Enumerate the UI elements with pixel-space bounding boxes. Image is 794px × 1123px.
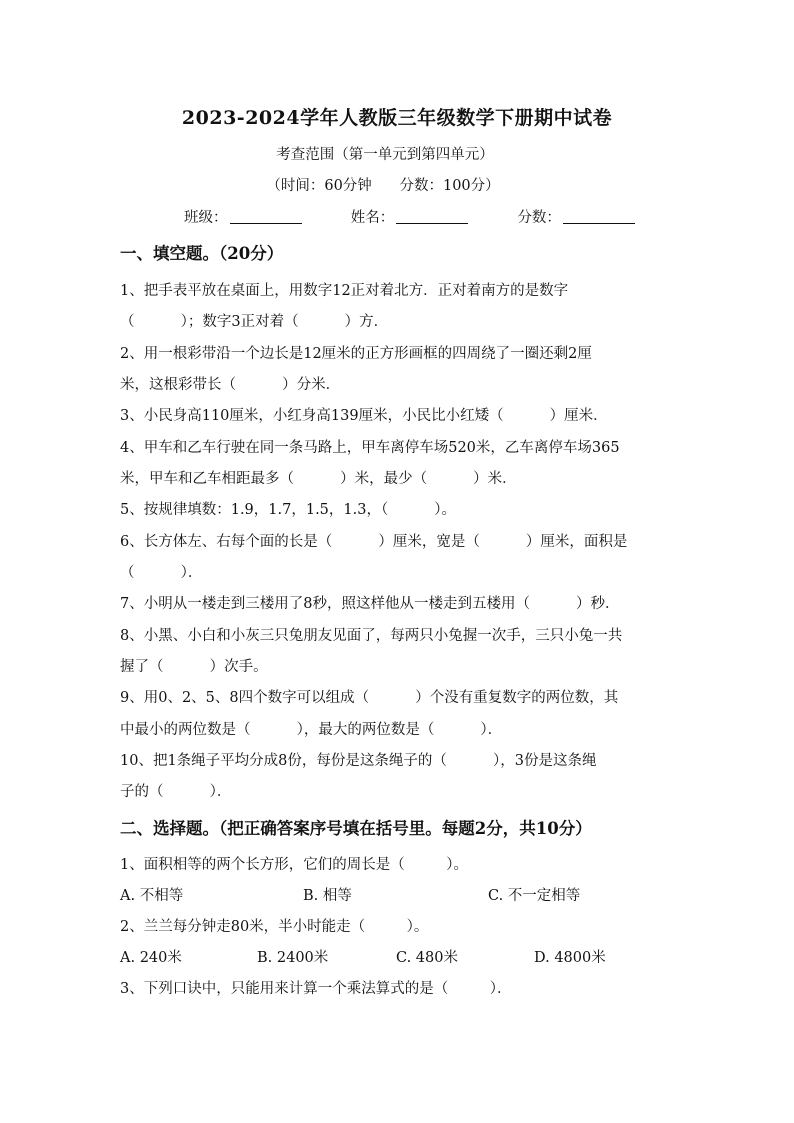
name-label: 姓名： [350, 210, 395, 226]
class-label: 班级： [184, 210, 228, 226]
page-title: 2023-2024学年人教版三年级数学下册期中试卷 [181, 107, 613, 129]
name-blank [396, 209, 468, 224]
class-blank [230, 209, 302, 224]
exam-time-score: （时间：60分钟 分数：100分） [266, 178, 500, 194]
option-c: C. 480米 [396, 950, 458, 966]
option-a: A. 240米 [120, 950, 182, 966]
student-info-row [184, 206, 624, 227]
question-line: 米，这根彩带长（ ）分米． [120, 377, 341, 393]
section-1-heading: 一、填空题。（20分） [120, 244, 284, 263]
option-b: B. 相等 [303, 888, 352, 904]
question-line: 中最小的两位数是（ ），最大的两位数是（ ）． [120, 722, 503, 738]
score-label: 分数： [517, 210, 561, 226]
question-line: 8、小黑、小白和小灰三只兔朋友见面了，每两只小兔握一次手，三只小兔一共 [120, 628, 623, 644]
question-line: 1、把手表平放在桌面上，用数字12正对着北方．正对着南方的是数字 [120, 283, 569, 299]
question-line: 子的（ ）． [120, 784, 232, 800]
question-line: 4、甲车和乙车行驶在同一条马路上，甲车离停车场520米，乙车离停车场365 [120, 440, 620, 456]
option-d: D. 4800米 [534, 950, 606, 966]
exam-scope: 考查范围（第一单元到第四单元） [276, 147, 494, 163]
option-a: A. 不相等 [120, 888, 184, 904]
question-line: 2、用一根彩带沿一个边长是12厘米的正方形画框的四周绕了一圈还剩2厘 [120, 346, 592, 362]
question-line: 6、长方体左、右每个面的长是（ ）厘米，宽是（ ）厘米，面积是 [120, 534, 628, 550]
question-line: 米，甲车和乙车相距最多（ ）米，最少（ ）米． [120, 471, 517, 487]
option-b: B. 2400米 [257, 950, 329, 966]
question-line: 握了（ ）次手。 [120, 659, 268, 675]
question-line: 5、按规律填数：1.9，1.7，1.5，1.3，（ ）。 [120, 502, 457, 518]
choice-question-2: 2、兰兰每分钟走80米，半小时能走（ ）。 [120, 919, 429, 935]
choice-question-1: 1、面积相等的两个长方形，它们的周长是（ ）。 [120, 857, 468, 873]
question-line: 7、小明从一楼走到三楼用了8秒，照这样他从一楼走到五楼用（ ）秒． [120, 596, 620, 612]
score-blank [563, 209, 635, 224]
question-line: 3、小民身高110厘米，小红身高139厘米，小民比小红矮（ ）厘米． [120, 408, 608, 424]
choice-question-3: 3、下列口诀中，只能用来计算一个乘法算式的是（ ）． [120, 981, 512, 997]
question-line: （ ）． [120, 565, 203, 581]
option-c: C. 不一定相等 [488, 888, 581, 904]
section-2-heading: 二、选择题。（把正确答案序号填在括号里。每题2分，共10分） [120, 819, 592, 838]
question-line: 10、把1条绳子平均分成8份，每份是这条绳子的（ ），3份是这条绳 [120, 753, 597, 769]
question-line: （ ）；数字3正对着（ ）方． [120, 314, 389, 330]
question-line: 9、用0、2、5、8四个数字可以组成（ ）个没有重复数字的两位数，其 [120, 690, 619, 706]
